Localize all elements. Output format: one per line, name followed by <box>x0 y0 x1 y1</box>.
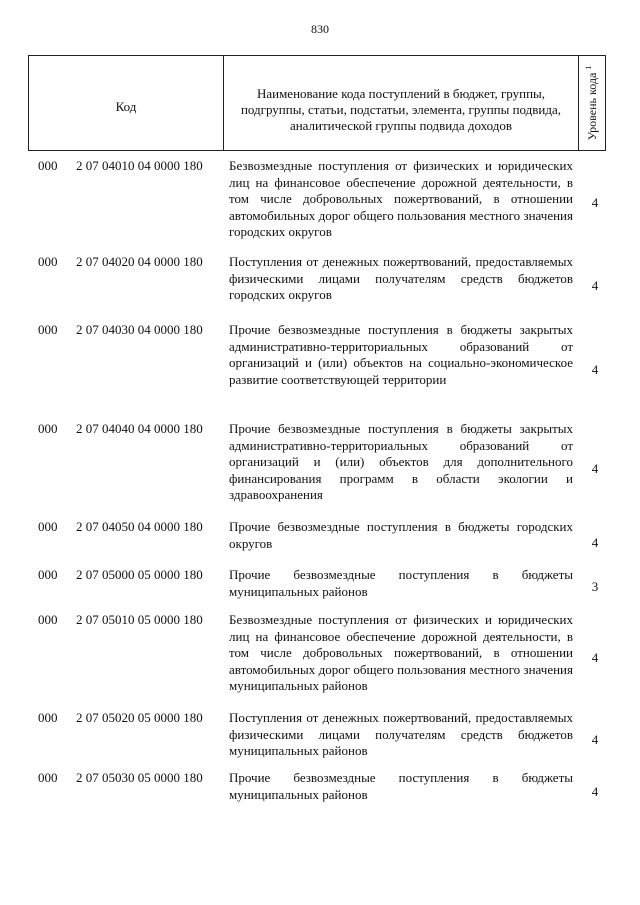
code-level: 4 <box>591 535 599 550</box>
revenue-name: Прочие безвозмездные поступления в бюджеты закрытых административно-территориальных образований от организаций и (или) объектов для дополнительного финансирования программ в области экологии и здравоохранения <box>229 421 573 503</box>
revenue-code: 2 07 04030 04 0000 180 <box>76 322 203 337</box>
revenue-code: 2 07 04020 04 0000 180 <box>76 254 203 269</box>
revenue-name: Безвозмездные поступления от физических и юридических лиц на финансовое обеспечение дорожной деятельности, в том числе добровольных пожертвований, в отношении автомобильных дорог общего пользования местного значения муниципальных районов <box>229 612 573 694</box>
header-name: Наименование кода поступлений в бюджет, группы, подгруппы, статьи, подстатьи, элемента, группы подвида, аналитической группы подвида доходов <box>224 56 579 150</box>
admin-code: 000 <box>38 612 58 627</box>
page-number: 830 <box>311 22 329 36</box>
header-level <box>579 56 605 150</box>
revenue-name: Прочие безвозмездные поступления в бюджеты муниципальных районов <box>229 567 573 599</box>
code-level: 3 <box>591 579 599 594</box>
revenue-name: Прочие безвозмездные поступления в бюджеты городских округов <box>229 519 573 551</box>
header-level-footnote: 1 <box>584 65 593 70</box>
code-level: 4 <box>591 732 599 747</box>
code-level: 4 <box>591 278 599 293</box>
code-level: 4 <box>591 195 599 210</box>
revenue-name: Прочие безвозмездные поступления в бюджеты закрытых административно-территориальных образований от организаций и (или) объектов на социально-экономическое развитие соответствующей территории <box>229 322 573 387</box>
revenue-code: 2 07 04050 04 0000 180 <box>76 519 203 534</box>
code-level: 4 <box>591 784 599 799</box>
revenue-code: 2 07 05020 05 0000 180 <box>76 710 203 725</box>
admin-code: 000 <box>38 567 58 582</box>
revenue-code: 2 07 05030 05 0000 180 <box>76 770 203 785</box>
code-level: 4 <box>591 650 599 665</box>
header-level-text <box>584 66 600 141</box>
revenue-code: 2 07 05010 05 0000 180 <box>76 612 203 627</box>
table-header <box>28 55 606 151</box>
revenue-name: Прочие безвозмездные поступления в бюджеты муниципальных районов <box>229 770 573 802</box>
revenue-name: Поступления от денежных пожертвований, предоставляемых физическими лицами получателям средств бюджетов городских округов <box>229 254 573 303</box>
revenue-name: Поступления от денежных пожертвований, предоставляемых физическими лицами получателям средств бюджетов муниципальных районов <box>229 710 573 759</box>
revenue-code: 2 07 05000 05 0000 180 <box>76 567 203 582</box>
admin-code: 000 <box>38 710 58 725</box>
code-level: 4 <box>591 461 599 476</box>
admin-code: 000 <box>38 770 58 785</box>
code-level: 4 <box>591 362 599 377</box>
revenue-code: 2 07 04040 04 0000 180 <box>76 421 203 436</box>
header-code: Код <box>29 56 224 150</box>
admin-code: 000 <box>38 519 58 534</box>
admin-code: 000 <box>38 254 58 269</box>
admin-code: 000 <box>38 421 58 436</box>
header-level-label: Уровень кода <box>585 72 599 141</box>
revenue-name: Безвозмездные поступления от физических и юридических лиц на финансовое обеспечение дорожной деятельности, в том числе добровольных пожертвований, в отношении автомобильных дорог общего пользования местного значения городских округов <box>229 158 573 240</box>
revenue-code: 2 07 04010 04 0000 180 <box>76 158 203 173</box>
admin-code: 000 <box>38 322 58 337</box>
admin-code: 000 <box>38 158 58 173</box>
